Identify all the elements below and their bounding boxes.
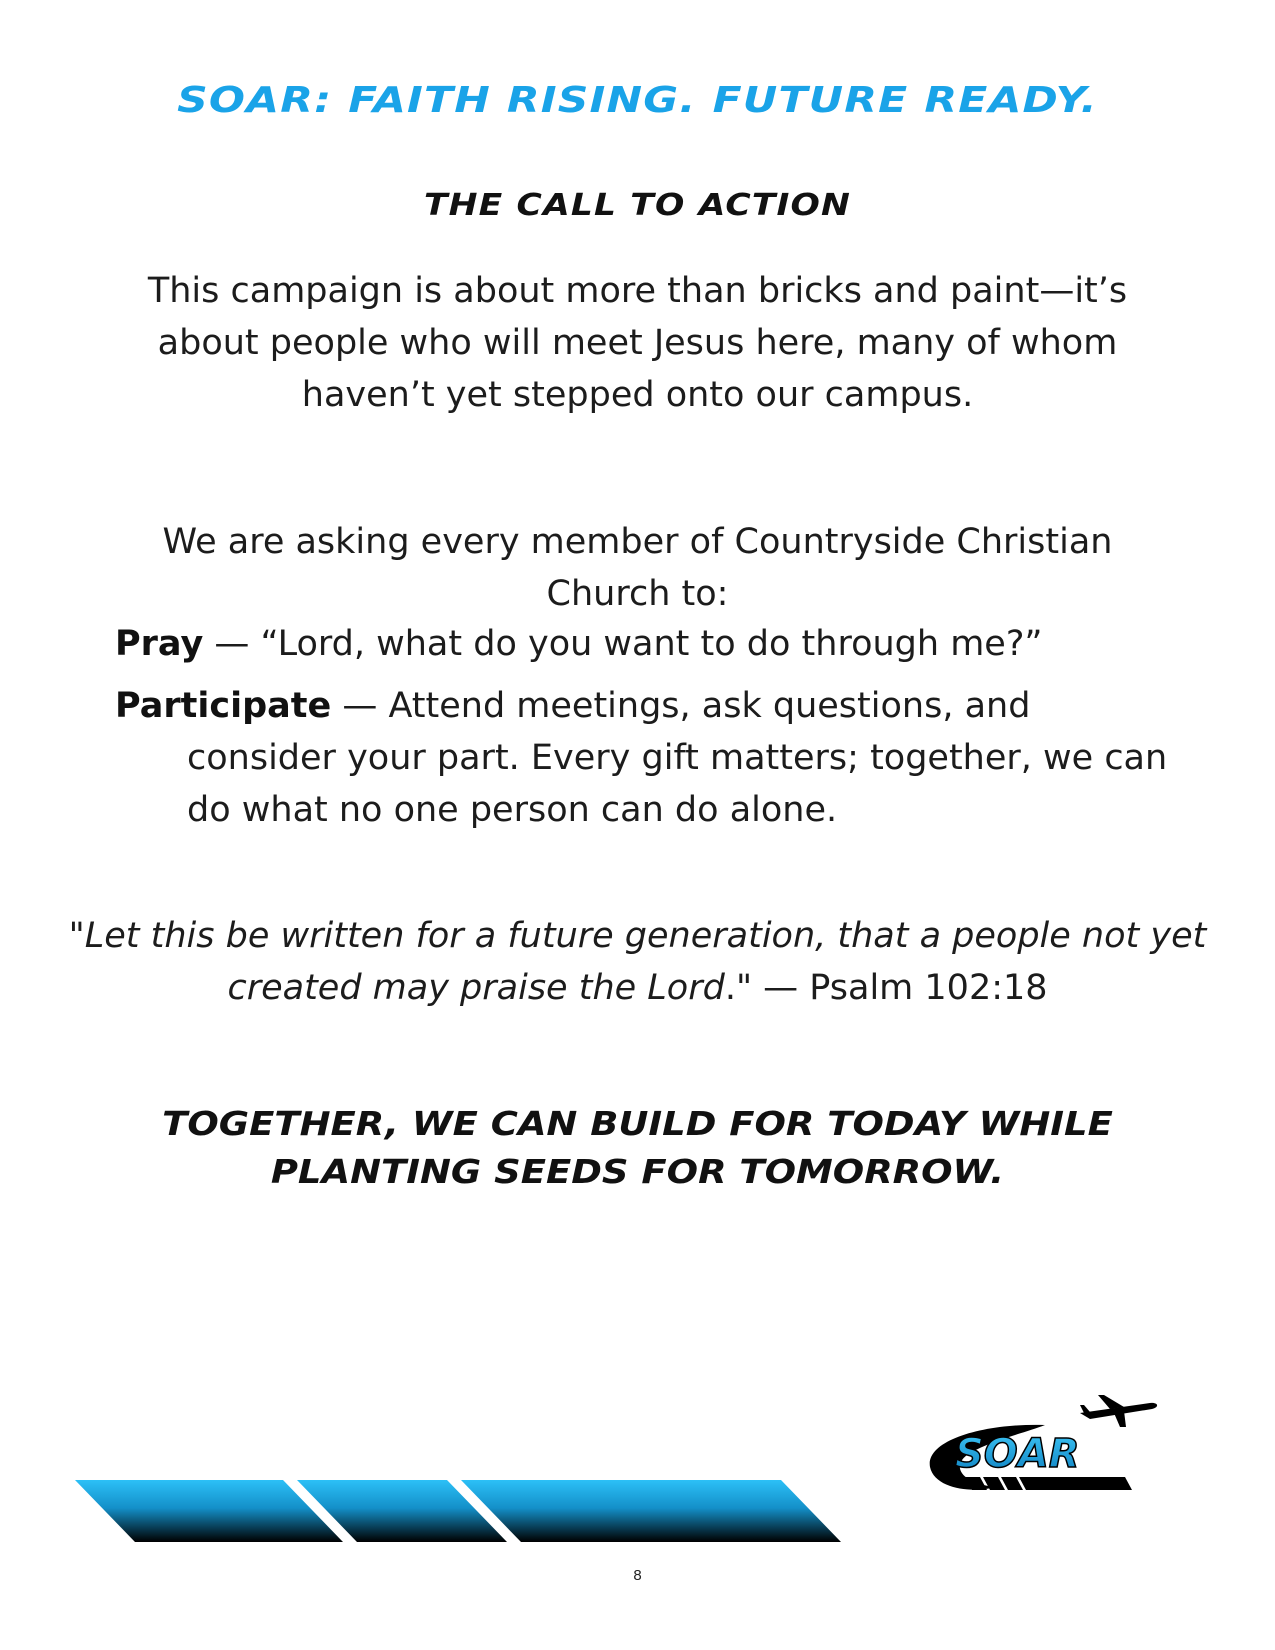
stripe-shape: [461, 1480, 841, 1542]
soar-logo: [925, 1395, 1165, 1505]
asking-paragraph: We are asking every member of Countryside Christian Church to:: [162, 522, 1113, 614]
closing-line-1: TOGETHER, WE CAN BUILD FOR TODAY WHILE: [162, 1104, 1113, 1143]
action-description: — “Lord, what do you want to do through me?”: [203, 624, 1043, 664]
action-term: Pray: [115, 624, 204, 664]
page-number: 8: [633, 1567, 642, 1584]
action-list: [115, 618, 1175, 846]
decorative-stripes: [75, 1480, 855, 1542]
scripture-quote: [60, 910, 1215, 1014]
airplane-icon: [1080, 1395, 1157, 1427]
action-description: — Attend meetings, ask questions, and consider your part. Every gift matters; together, we can do what no one person can do alone.: [187, 686, 1168, 830]
action-item-participate: [115, 680, 1175, 836]
section-heading: THE CALL TO ACTION: [423, 188, 852, 223]
closing-statement: [0, 1100, 1275, 1196]
logo-text: SOAR: [955, 1431, 1080, 1477]
scripture-reference: ." — Psalm 102:18: [724, 968, 1048, 1008]
intro-paragraph: This campaign is about more than bricks and paint—it’s about people who will meet Jesus here, many of whom haven’t yet stepped onto our campus.: [147, 271, 1128, 415]
action-item-pray: [115, 618, 1175, 670]
scripture-text: "Let this be written for a future generation, that a people not yet created may praise the Lord: [68, 916, 1207, 1008]
logo-stripes-icon: [965, 1477, 1132, 1490]
action-term: Participate: [115, 686, 332, 726]
closing-line-2: PLANTING SEEDS FOR TOMORROW.: [270, 1152, 1005, 1191]
page-title: SOAR: FAITH RISING. FUTURE READY.: [177, 80, 1098, 121]
